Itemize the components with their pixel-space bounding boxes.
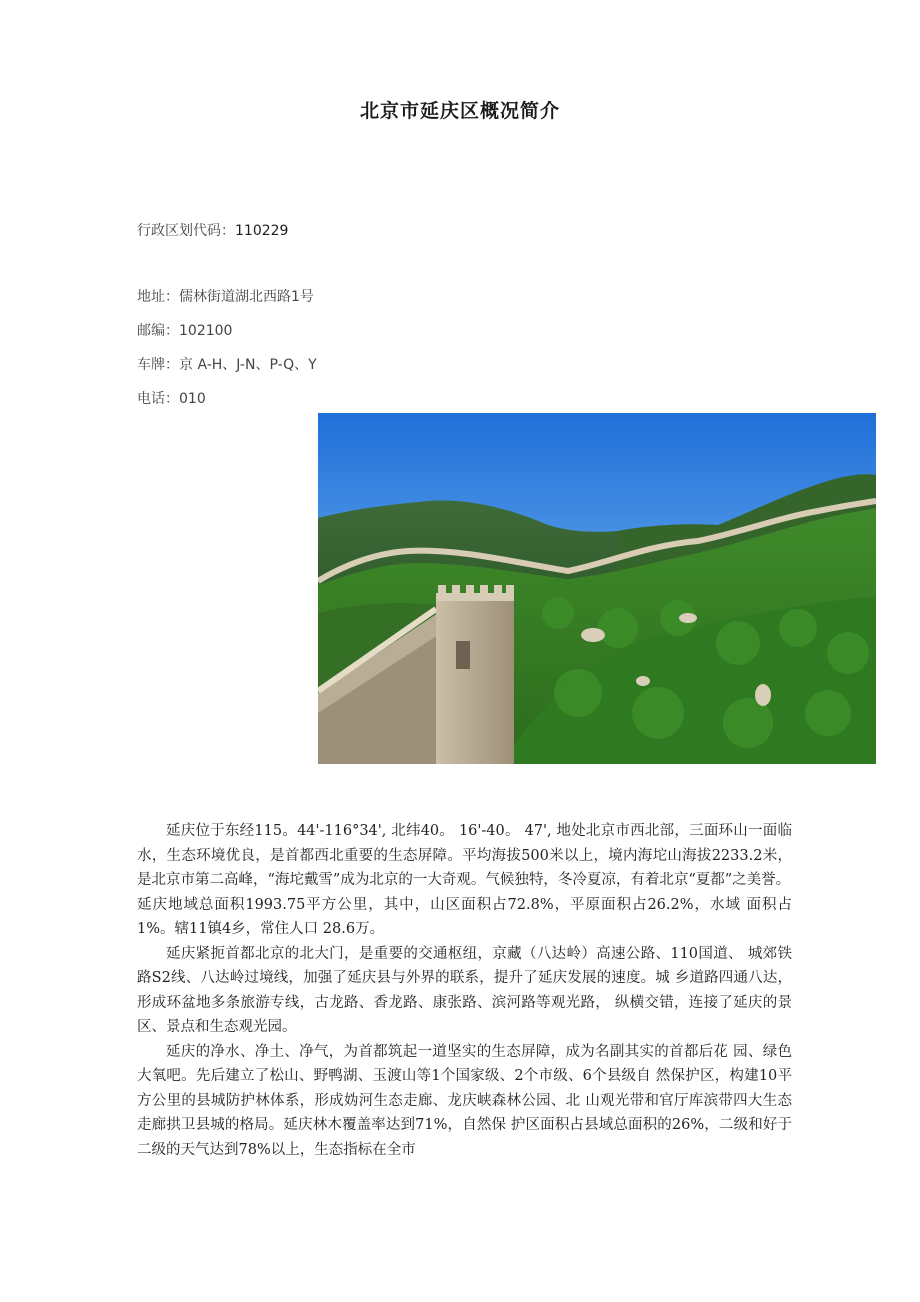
postcode-line: 邮编：102100 bbox=[137, 323, 233, 339]
body-text bbox=[137, 819, 792, 1162]
paragraph-location: 延庆位于东经115。44'-116°34', 北纬40。 16'-40。 47', 地处北京市西北部，三面环山一面临水，生态环境优良，是首都西北重要的生态屏障。平均海拔500米以上，境内海坨山海拔2233.2米，是北京市第二高峰，“海坨戴雪”成为北京的一大奇观。气候独特，冬冷夏凉，有着北京“夏都”之美誉。 bbox=[137, 823, 792, 888]
admin-code-line bbox=[137, 220, 288, 240]
great-wall-landscape-image bbox=[318, 413, 876, 764]
page-title: 北京市延庆区概况简介 bbox=[359, 100, 560, 122]
admin-code-label: 行政区划代码： bbox=[137, 223, 235, 239]
admin-code-value: 110229 bbox=[235, 223, 289, 239]
paragraph-ecology: 延庆的净水、净土、净气，为首都筑起一道坚实的生态屏障，成为名副其实的首都后花 园、绿色大氧吧。先后建立了松山、野鸭湖、玉渡山等1个国家级、2个市级、6个县级自 然保护区，构建10平方公里的县城防护林体系，形成妫河生态走廊、龙庆峡森林公园、北 山观光带和官厅库滨带四大生态走廊拱卫县城的格局。延庆林木覆盖率达到71%，自然保 护区面积占县域总面积的26%，二级和好于二级的天气达到78%以上，生态指标在全市 bbox=[137, 1043, 792, 1158]
phone-line: 电话：010 bbox=[137, 391, 206, 407]
great-wall-photo bbox=[318, 413, 876, 764]
paragraph-area: 延庆地域总面积1993.75平方公里，其中，山区面积占72.8%，平原面积占26.2%，水域 面积占1%。辖11镇4乡，常住人口 28.6万。 bbox=[137, 896, 792, 937]
paragraph-transport: 延庆紧扼首都北京的北大门，是重要的交通枢纽，京藏（八达岭）高速公路、110国道、 城郊铁路S2线、八达岭过境线，加强了延庆县与外界的联系，提升了延庆发展的速度。城 乡道路四通八达，形成环盆地多条旅游专线，古龙路、香龙路、康张路、滨河路等观光路， 纵横交错，连接了延庆的景区、景点和生态观光园。 bbox=[137, 945, 792, 1035]
address-line: 地址：儒林街道湖北西路1号 bbox=[137, 289, 314, 305]
plate-line: 车牌：京 A-H、J-N、P-Q、Y bbox=[137, 357, 317, 373]
